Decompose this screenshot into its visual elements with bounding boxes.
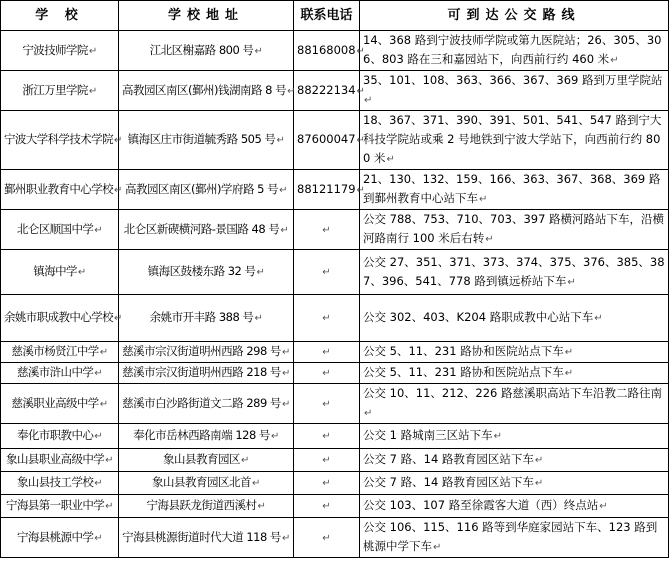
school-address: 北仑区新碶横河路-景国路 48 号 — [123, 221, 280, 236]
address-cell — [119, 495, 294, 518]
bus-route: 18、367、371、390、391、501、541、547 路到宁大科技学院站或乘 2 号地铁到宁波大学站下，向西前行约 800 米 — [363, 113, 662, 165]
school-cell — [1, 111, 122, 170]
route-cell — [360, 384, 669, 424]
paragraph-mark-icon: ↵ — [281, 532, 290, 544]
paragraph-mark-icon: ↵ — [534, 478, 544, 489]
address-cell — [119, 31, 294, 71]
paragraph-mark-icon: ↵ — [105, 501, 113, 512]
table-row — [1, 295, 669, 342]
school-address: 慈溪市宗汉街道明州西路 298 号 — [122, 344, 281, 358]
paragraph-mark-icon: ↵ — [322, 313, 331, 324]
school-address: 奉化市岳林西路南端 128 号 — [133, 428, 270, 442]
paragraph-mark-icon: ↵ — [114, 313, 122, 324]
paragraph-mark-icon: ↵ — [270, 431, 279, 442]
phone-cell — [294, 384, 360, 424]
address-cell — [119, 384, 294, 424]
school-name: 慈溪职业高级中学 — [11, 395, 99, 410]
school-name: 北仑区顺国中学 — [16, 221, 94, 236]
route-cell — [360, 295, 669, 342]
address-cell — [119, 342, 294, 363]
address-cell — [119, 250, 294, 295]
table-row — [1, 71, 669, 111]
paragraph-mark-icon: ↵ — [256, 267, 265, 278]
route-cell — [360, 210, 669, 250]
phone-cell — [294, 210, 360, 250]
school-name: 鄞州职业教育中心学校 — [4, 181, 113, 196]
route-cell — [360, 250, 669, 295]
school-address: 余姚市开丰路 388 号 — [149, 310, 254, 324]
paragraph-mark-icon: ↵ — [322, 398, 331, 410]
school-cell — [1, 384, 119, 424]
school-cell — [1, 250, 119, 295]
school-address: 慈溪市宗汉街道明州西路 218 号 — [122, 365, 281, 379]
school-address: 慈溪市白沙路街道文二路 289 号 — [122, 395, 281, 410]
paragraph-mark-icon: ↵ — [567, 276, 576, 288]
school-address: 高教园区南区(鄞州)钱湖南路 8 号 — [122, 82, 287, 97]
school-cell — [1, 424, 119, 449]
school-phone: 88222134 — [297, 82, 356, 97]
school-cell — [1, 210, 119, 250]
paragraph-mark-icon: ↵ — [254, 45, 263, 57]
table-row — [1, 424, 669, 449]
school-cell — [1, 449, 119, 472]
school-address: 高教园区南区(鄞州)学府路 5 号 — [125, 181, 279, 196]
school-name: 宁海县第一职业中学 — [6, 498, 105, 512]
phone-cell — [294, 342, 360, 363]
bus-route: 14、368 路到宁波技师学院或第九医院站；26、305、306、803 路在三和嘉园站下，向西前行约 460 米 — [363, 33, 662, 66]
paragraph-mark-icon: ↵ — [599, 501, 608, 512]
bus-route: 公交 27、351、371、373、374、375、376、385、387、396、541、778 路到镇远桥站下车 — [363, 254, 665, 288]
paragraph-mark-icon: ↵ — [94, 478, 103, 489]
paragraph-mark-icon: ↵ — [241, 455, 249, 466]
school-name: 浙江万里学院 — [22, 82, 88, 97]
paragraph-mark-icon: ↵ — [276, 135, 285, 146]
paragraph-mark-icon: ↵ — [479, 194, 488, 205]
paragraph-mark-icon: ↵ — [94, 368, 103, 379]
school-phone: 88168008 — [297, 42, 356, 57]
table-row — [1, 495, 669, 518]
paragraph-mark-icon: ↵ — [114, 184, 122, 196]
school-name: 宁波技师学院 — [22, 42, 88, 57]
phone-cell — [294, 170, 365, 210]
address-cell — [119, 363, 294, 384]
paragraph-mark-icon: ↵ — [322, 532, 331, 544]
paragraph-mark-icon: ↵ — [252, 478, 260, 489]
paragraph-mark-icon: ↵ — [356, 85, 365, 97]
school-cell — [1, 170, 122, 210]
address-cell — [119, 210, 294, 250]
table-row — [1, 472, 669, 495]
paragraph-mark-icon: ↵ — [356, 184, 365, 196]
paragraph-mark-icon: ↵ — [493, 431, 503, 442]
route-cell — [360, 31, 669, 71]
school-cell — [1, 363, 119, 384]
bus-route: 公交 106、115、116 路等到华庭家园站下车、123 路到桃源中学下车 — [363, 520, 658, 553]
school-name: 慈溪市杨贤江中学 — [11, 344, 99, 358]
school-name: 象山县职业高级中学 — [6, 452, 105, 466]
route-cell — [360, 363, 669, 384]
school-name: 慈溪市浒山中学 — [16, 365, 94, 379]
paragraph-mark-icon: ↵ — [281, 368, 290, 379]
table-header-row — [1, 1, 669, 31]
paragraph-mark-icon: ↵ — [534, 455, 544, 466]
school-address: 象山县教育园区 — [163, 452, 241, 466]
paragraph-mark-icon: ↵ — [322, 368, 331, 379]
address-cell — [119, 170, 294, 210]
address-cell — [119, 295, 294, 342]
bus-route: 公交 103、107 路至徐霞客大道（西）终点站 — [363, 498, 599, 512]
route-cell — [360, 449, 669, 472]
paragraph-mark-icon: ↵ — [281, 398, 290, 410]
bus-route: 公交 1 路城南三区站下车 — [363, 428, 493, 442]
paragraph-mark-icon: ↵ — [114, 135, 122, 146]
paragraph-mark-icon: ↵ — [322, 501, 331, 512]
paragraph-mark-icon: ↵ — [279, 184, 287, 196]
school-cell — [1, 342, 119, 363]
school-cell — [1, 472, 119, 495]
paragraph-mark-icon: ↵ — [322, 455, 331, 466]
phone-cell — [294, 71, 365, 111]
route-cell — [360, 71, 669, 111]
paragraph-mark-icon: ↵ — [88, 85, 97, 97]
table-row — [1, 384, 669, 424]
paragraph-mark-icon: ↵ — [322, 267, 331, 278]
school-cell — [1, 71, 119, 111]
paragraph-mark-icon: ↵ — [322, 224, 331, 236]
school-address: 江北区榭嘉路 800 号 — [149, 42, 254, 57]
bus-route: 公交 5、11、231 路协和医院站点下车 — [363, 365, 564, 379]
table-row — [1, 342, 669, 363]
route-cell — [360, 518, 669, 558]
school-cell — [1, 518, 119, 558]
paragraph-mark-icon: ↵ — [77, 267, 86, 278]
bus-route: 公交 302、403、K204 路职成教中心站下车 — [363, 310, 594, 324]
paragraph-mark-icon: ↵ — [254, 313, 263, 324]
phone-cell — [294, 449, 360, 472]
paragraph-mark-icon: ↵ — [99, 347, 108, 358]
table-row — [1, 250, 669, 295]
school-cell — [1, 495, 119, 518]
school-address: 象山县教育园区北首 — [152, 475, 252, 489]
school-address: 镇海区庄市街道毓秀路 505 号 — [127, 132, 276, 146]
paragraph-mark-icon: ↵ — [94, 224, 103, 236]
route-cell — [360, 342, 669, 363]
school-phone: 88121179 — [297, 181, 356, 196]
paragraph-mark-icon: ↵ — [610, 55, 619, 66]
paragraph-mark-icon: ↵ — [322, 347, 331, 358]
school-name: 奉化市职教中心 — [16, 428, 94, 442]
school-cell — [1, 295, 122, 342]
bus-route: 公交 788、753、710、703、397 路横河路站下车，沿横河路南行 100 米后右转 — [363, 212, 665, 245]
phone-cell — [294, 295, 360, 342]
paragraph-mark-icon: ↵ — [94, 431, 103, 442]
paragraph-mark-icon: ↵ — [485, 234, 494, 245]
bus-route: 公交 10、11、212、226 路慈溪职高站下车沿教二路往南 — [363, 386, 662, 400]
table-row — [1, 449, 669, 472]
phone-cell — [294, 495, 360, 518]
paragraph-mark-icon: ↵ — [94, 532, 103, 544]
paragraph-mark-icon: ↵ — [364, 408, 373, 419]
phone-cell — [294, 31, 365, 71]
paragraph-mark-icon: ↵ — [99, 398, 108, 410]
bus-route: 公交 7 路、14 路教育园区站下车 — [363, 452, 534, 466]
paragraph-mark-icon: ↵ — [356, 135, 365, 146]
table-row — [1, 210, 669, 250]
school-phone: 87600047 — [297, 132, 356, 146]
address-cell — [119, 518, 294, 558]
route-cell — [360, 170, 669, 210]
school-address: 镇海区鼓楼东路 32 号 — [147, 264, 256, 278]
paragraph-mark-icon: ↵ — [280, 224, 289, 236]
school-name: 镇海中学 — [33, 264, 77, 278]
phone-cell — [294, 518, 360, 558]
phone-cell — [294, 111, 365, 170]
paragraph-mark-icon: ↵ — [386, 154, 395, 165]
header-route: 可到达公交路线 — [360, 1, 669, 31]
table-row — [1, 518, 669, 558]
phone-cell — [294, 250, 360, 295]
school-name: 象山县技工学校 — [16, 475, 94, 489]
paragraph-mark-icon: ↵ — [322, 478, 331, 489]
school-address: 宁海县跃龙街道西溪村 — [146, 498, 257, 512]
address-cell — [119, 472, 294, 495]
paragraph-mark-icon: ↵ — [281, 347, 290, 358]
address-cell — [119, 71, 294, 111]
table-row — [1, 31, 669, 71]
route-cell — [360, 495, 669, 518]
paragraph-mark-icon: ↵ — [322, 431, 331, 442]
paragraph-mark-icon: ↵ — [88, 45, 97, 57]
paragraph-mark-icon: ↵ — [257, 501, 266, 512]
header-address: 学校地址 — [119, 1, 294, 31]
bus-route: 公交 5、11、231 路协和医院站点下车 — [363, 344, 564, 358]
school-name: 宁波大学科学技术学院 — [4, 132, 113, 146]
address-cell — [119, 449, 294, 472]
table-row — [1, 170, 669, 210]
bus-route: 公交 7 路、14 路教育园区站下车 — [363, 475, 534, 489]
paragraph-mark-icon: ↵ — [433, 542, 442, 553]
address-cell — [119, 111, 294, 170]
paragraph-mark-icon: ↵ — [594, 313, 603, 324]
school-cell — [1, 31, 119, 71]
bus-route: 21、130、132、159、166、363、367、368、369 路到鄞州教育中心站下车 — [363, 172, 661, 205]
route-cell — [360, 111, 669, 170]
paragraph-mark-icon: ↵ — [364, 95, 373, 106]
paragraph-mark-icon: ↵ — [564, 347, 574, 358]
phone-cell — [294, 424, 360, 449]
route-cell — [360, 424, 669, 449]
route-cell — [360, 472, 669, 495]
table-row — [1, 363, 669, 384]
paragraph-mark-icon: ↵ — [287, 85, 295, 97]
school-name: 余姚市职成教中心学校 — [4, 310, 113, 324]
address-cell — [119, 424, 294, 449]
paragraph-mark-icon: ↵ — [105, 455, 113, 466]
paragraph-mark-icon: ↵ — [564, 368, 574, 379]
header-school: 学 校 — [1, 1, 119, 31]
table-row — [1, 111, 669, 170]
phone-cell — [294, 363, 360, 384]
paragraph-mark-icon: ↵ — [356, 45, 365, 57]
school-name: 宁海县桃源中学 — [16, 529, 94, 544]
header-phone: 联系电话 — [294, 1, 360, 31]
phone-cell — [294, 472, 360, 495]
bus-route: 35、101、108、363、366、367、369 路到万里学院站 — [363, 73, 663, 87]
school-address: 宁海县桃源街道时代大道 118 号 — [122, 529, 281, 544]
